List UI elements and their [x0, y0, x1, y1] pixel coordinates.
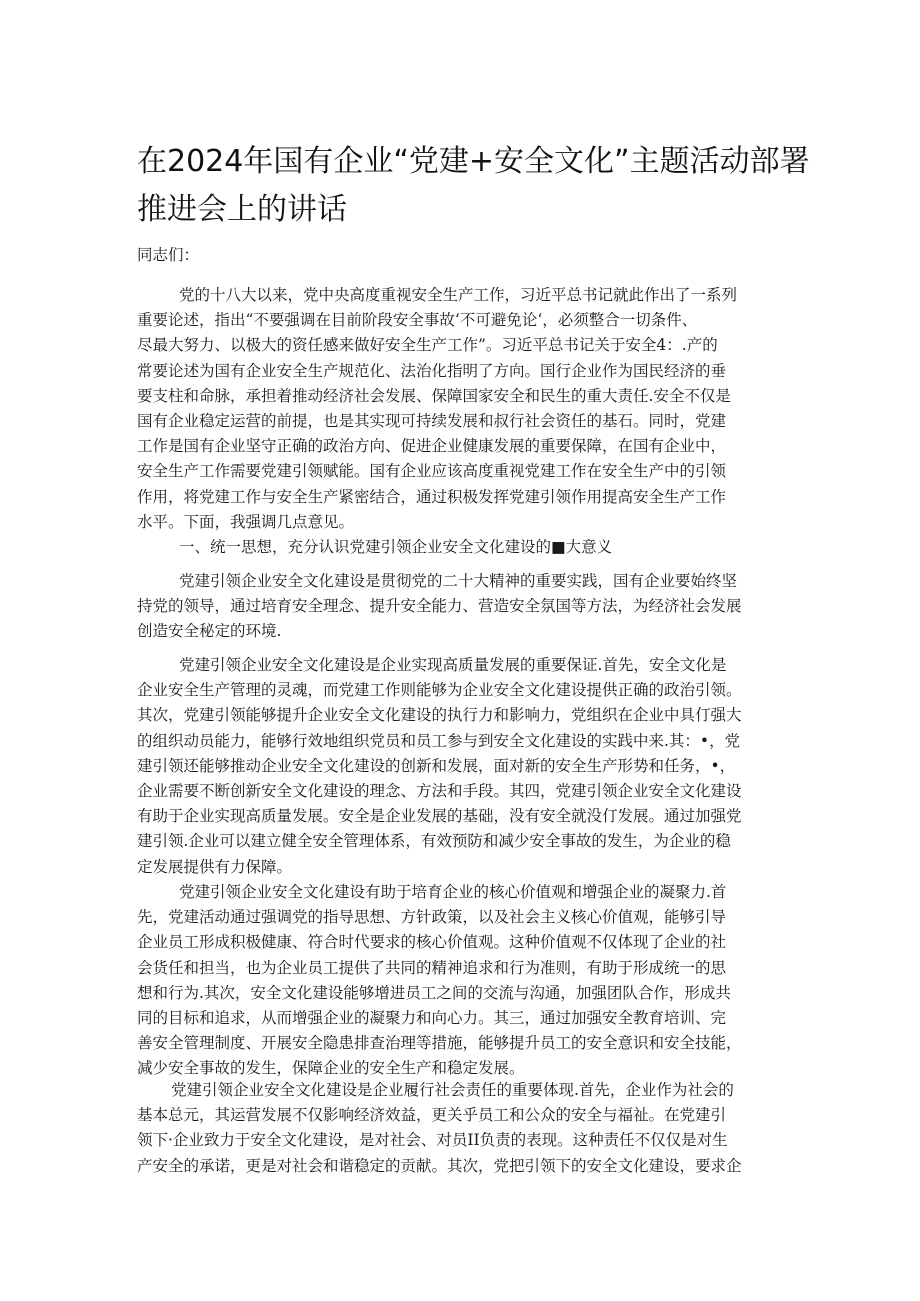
paragraph-3: [137, 653, 791, 880]
text-line: 的组织动员能力，能够行效地组织党员和员工参与到安全文化建设的实践中来.其：•，党: [137, 731, 741, 750]
paragraph-4: [137, 880, 791, 1082]
text-line: 持党的领导，通过培育安全理念、提升安全能力、营造安全氛国等方法，为经济社会发展: [137, 597, 742, 616]
text-line: 企业员工形成积极健康、符合时代要求的核心价值观。这种价值观不仅体现了企业的社: [137, 933, 727, 952]
text-line: 企业安全生产管理的灵魂，而党建工作则能够为企业安全文化建设提供正确的政治引领。: [137, 681, 742, 700]
text-line: 会货任和担当，也为企业员工提供了共同的精神追求和行为准则，有助于形成统一的思: [137, 958, 727, 977]
text-line: 党建引领企业安全文化建设有助于培育企业的核心价值观和增强企业的凝聚力.首: [179, 883, 727, 901]
text-line: 要支柱和命脉，承担着推动经济社会发展、保障国家安全和民生的重大责任.安全不仅是: [137, 386, 731, 405]
text-line: 先，党建活动通过强调党的指导思想、方针政策，以及社会主义核心价值观，能够引导: [137, 908, 727, 927]
text-line: 创造安全秘定的环境.: [137, 622, 282, 641]
text-line: 企业需要不断创新安全文化建设的理念、方法和手段。其四，党建引领企业安全文化建设: [137, 782, 742, 801]
text-line: 减少安全事故的发生，保障企业的安全生产和稳定发展。: [137, 1059, 525, 1078]
text-line: 水平。下面，我强调几点意见。: [137, 512, 355, 531]
text-line: 党建引领企业安全文化建设是企业履行社会责任的重要体现.首先，企业作为社会的: [171, 1081, 734, 1099]
paragraph-5: [137, 1078, 791, 1179]
text-line: 国有企业稳定运营的前提，也是其实现可持续发展和叔行社会资任的基石。同时，党建: [137, 412, 727, 431]
title-line: 在2024年国有企业“党建+安全文化”主题活动部署: [137, 144, 810, 179]
section-heading-1: [137, 535, 791, 560]
paragraph-2: [137, 569, 791, 645]
text-line: 基本总元，其运营发展不仅影响经济效益，更关乎员工和公众的安全与福祉。在党建引: [137, 1106, 727, 1125]
document-title: [137, 138, 817, 234]
text-line: 安全生产工作需要党建引领赋能。国有企业应该高度重视党建工作在安全生产中的引领: [137, 462, 727, 481]
text-line: 领下·企业致力于安全文化建设，是对社会、对员II负责的表现。这种责任不仅仅是对生: [137, 1131, 728, 1150]
text-line: 同的目标和追求，从而增强企业的凝聚力和向心力。其三，通过加强安全教育培训、完: [137, 1009, 727, 1028]
salutation: 同志们：: [137, 246, 200, 264]
text-line: 党建引领企业安全文化建设是贯彻党的二十大精神的重要实践，国有企业要始终坚: [179, 572, 738, 590]
text-line: 建引领还能够推动企业安全文化建设的创新和发展，面对新的安全生产形势和任务，•，: [137, 756, 736, 775]
text-line: 产安全的承诺，更是对社会和谐稳定的贡献。其次，党把引领下的安全文化建设，要求企: [137, 1156, 742, 1175]
heading-line: 一、统一思想，充分认识党建引领企业安全文化建设的■大意义: [179, 538, 613, 556]
text-line: 善安全管理制度、开展安全隐患排查治理等措施，能够提升员工的安全意识和安全技能，: [137, 1034, 742, 1053]
title-line: 推进会上的讲话: [137, 192, 347, 227]
text-line: 有助于企业实现高质量发展。安全是企业发展的基础，没有安全就没仃发展。通过加强党: [137, 807, 742, 826]
text-line: 重要论述，指出“不要强调在目前阶段安全事故‘不可避免论‘，必须整合一切条件、: [137, 311, 698, 330]
text-line: 党的十八大以来，党中央高度重视安全生产工作，习近平总书记就此作出了一系列: [179, 286, 738, 304]
text-line: 想和行为.其次，安全文化建设能够增进员工之间的交流与沟通，加强团队合作，形成共: [137, 983, 731, 1002]
text-line: 其次，党建引领能够提升企业安全文化建设的执行力和影响力，党组织在企业中具仃强大: [137, 706, 742, 725]
text-line: 建引领.企业可以建立健全安全管理体系，有效预防和减少安全事故的发生，为企业的稳: [137, 832, 731, 851]
text-line: 党建引领企业安全文化建设是企业实现高质量发展的重要保证.首先，安全文化是: [179, 656, 727, 674]
text-line: 常要论述为国有企业安全生产规范化、法治化指明了方向。国行企业作为国民经济的垂: [137, 361, 727, 380]
paragraph-intro: [137, 283, 791, 535]
text-line: 作用，将党建工作与安全生产紧密结合，通过积极发挥党建引领作用提高安全生产工作: [137, 487, 727, 506]
text-line: 定发展提供有力保障。: [137, 857, 293, 876]
text-line: 尽最大努力、以极大的资任感来做好安全生产工作”。习近平总书记关于安全4：.产的: [137, 336, 718, 355]
text-line: 工作是国有企业坚守正确的政治方向、促进企业健康发展的重要保障，在国有企业中，: [137, 437, 727, 456]
